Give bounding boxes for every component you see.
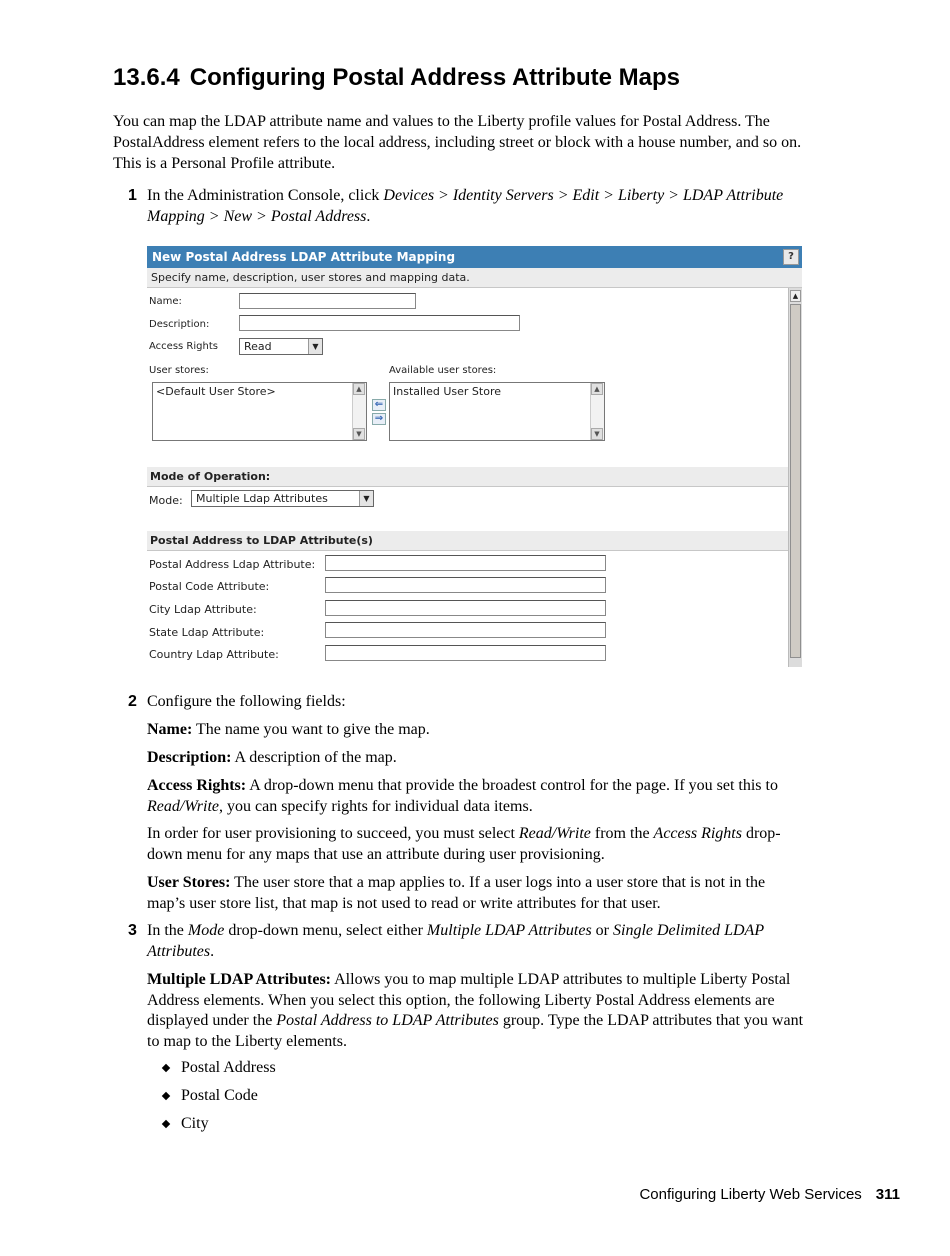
mode-select[interactable] — [191, 490, 374, 507]
postal-code-label: Postal Code Attribute: — [149, 580, 270, 593]
step-1-prefix: In the Administration Console, click — [147, 187, 384, 204]
mode-value: Multiple Ldap Attributes — [196, 492, 328, 505]
text: In the — [147, 922, 188, 939]
element-list — [163, 1058, 276, 1142]
term: Multiple LDAP Attributes: — [147, 971, 331, 988]
access-rights-value: Read — [244, 340, 272, 353]
text: or — [591, 922, 613, 939]
bullet-icon — [162, 1092, 170, 1100]
bullet-text: Postal Address — [181, 1059, 276, 1076]
definition: The name you want to give the map. — [192, 721, 430, 738]
step-number: 3 — [128, 922, 137, 939]
step-number: 2 — [128, 693, 137, 710]
scroll-down-icon[interactable]: ▼ — [591, 428, 603, 440]
move-left-button[interactable]: ⇐ — [372, 399, 386, 411]
description-label: Description: — [149, 319, 210, 330]
access-rights-select[interactable] — [239, 338, 323, 355]
list-item[interactable]: Installed User Store — [393, 385, 502, 398]
city-label: City Ldap Attribute: — [149, 603, 257, 616]
console-scrollbar[interactable] — [788, 288, 802, 667]
scroll-up-icon[interactable]: ▲ — [591, 383, 603, 395]
text: In order for user provisioning to succeed, you must select — [147, 825, 519, 842]
name-input[interactable] — [239, 293, 416, 309]
term: Name: — [147, 721, 193, 738]
term: Description: — [147, 749, 232, 766]
bullet-text: Postal Code — [181, 1087, 258, 1104]
definition: Allows you to map multiple LDAP attributes to multiple Liberty Postal Address elements. When you select this option, the following Liberty Postal Address elements are displayed under the — [147, 971, 791, 1029]
access-rights-label: Access Rights — [149, 341, 218, 352]
console-screenshot — [147, 246, 802, 667]
description-input[interactable] — [239, 315, 520, 331]
list-scrollbar[interactable] — [590, 383, 604, 440]
step-1 — [128, 186, 808, 227]
step-3 — [128, 921, 808, 962]
footer-title: Configuring Liberty Web Services — [639, 1186, 862, 1203]
bullet-icon — [162, 1120, 170, 1128]
emphasis: Access Rights — [653, 825, 742, 842]
step-1-suffix: . — [366, 207, 371, 225]
definition: The user store that a map applies to. If a user logs into a user store that is not in the map’s user store list, that map is not used to read or write attributes for that user. — [147, 874, 766, 912]
scroll-down-icon[interactable]: ▼ — [353, 428, 365, 440]
text: . — [210, 942, 215, 960]
emphasis: Read/Write — [147, 797, 219, 815]
definition: , you can specify rights for individual data items. — [218, 797, 533, 815]
emphasis: Single Delimited LDAP Attributes — [147, 922, 764, 960]
bullet-text: City — [181, 1115, 209, 1132]
step-2 — [128, 692, 808, 713]
list-item[interactable]: <Default User Store> — [156, 385, 276, 398]
available-stores-list[interactable] — [389, 382, 605, 441]
chevron-down-icon[interactable]: ▼ — [308, 339, 322, 354]
list-item — [163, 1058, 276, 1086]
def-access-rights — [147, 776, 807, 817]
def-multiple-ldap — [147, 970, 807, 1052]
step-text — [147, 921, 808, 962]
postal-address-label: Postal Address Ldap Attribute: — [149, 558, 316, 571]
mode-section-header: Mode of Operation: — [147, 467, 788, 487]
city-input[interactable] — [325, 600, 606, 616]
term: User Stores: — [147, 874, 231, 891]
definition: group. Type the LDAP attributes that you want to map to the Liberty elements. — [147, 1012, 804, 1050]
country-label: Country Ldap Attribute: — [149, 648, 279, 661]
provisioning-note — [147, 824, 807, 865]
state-label: State Ldap Attribute: — [149, 626, 265, 639]
intro-paragraph: You can map the LDAP attribute name and values to the Liberty profile values for Postal Address. The PostalAddress element refers to the local address, including street or block with a house number, and so on. This is a Personal Profile attribute. — [113, 113, 802, 172]
mapping-section-header: Postal Address to LDAP Attribute(s) — [147, 531, 788, 551]
def-description — [147, 748, 807, 769]
emphasis: Postal Address to LDAP Attributes — [276, 1012, 499, 1029]
emphasis: Read/Write — [518, 825, 591, 842]
move-right-button[interactable]: ⇒ — [372, 413, 386, 425]
section-number: 13.6.4 — [113, 64, 180, 91]
step-text: Configure the following fields: — [147, 693, 346, 710]
term: Access Rights: — [147, 777, 247, 794]
help-icon[interactable]: ? — [783, 249, 799, 265]
list-item — [163, 1086, 276, 1114]
scroll-up-icon[interactable]: ▲ — [353, 383, 365, 395]
definition: A drop-down menu that provide the broadest control for the page. If you set this to — [246, 777, 778, 794]
scroll-thumb[interactable] — [790, 304, 801, 658]
user-stores-list[interactable] — [152, 382, 367, 441]
console-title: New Postal Address LDAP Attribute Mapping — [147, 246, 802, 268]
console-subtitle: Specify name, description, user stores and mapping data. — [147, 268, 802, 288]
def-name — [147, 720, 807, 741]
definition: A description of the map. — [231, 749, 397, 766]
step-text — [147, 186, 808, 227]
postal-address-input[interactable] — [325, 555, 606, 571]
postal-code-input[interactable] — [325, 577, 606, 593]
text: from the — [590, 825, 654, 842]
emphasis: Multiple LDAP Attributes — [426, 922, 592, 939]
user-stores-label: User stores: — [149, 365, 209, 376]
name-label: Name: — [149, 296, 182, 307]
state-input[interactable] — [325, 622, 606, 638]
step-number: 1 — [128, 187, 137, 204]
console-path: Devices > Identity Servers > Edit > Liberty > LDAP Attribute Mapping > New > Postal Address — [147, 187, 784, 225]
scroll-up-icon[interactable]: ▲ — [790, 290, 801, 302]
page-number: 311 — [875, 1186, 900, 1203]
country-input[interactable] — [325, 645, 606, 661]
section-title: Configuring Postal Address Attribute Maps — [189, 64, 680, 91]
mode-label: Mode: — [149, 494, 183, 507]
def-user-stores — [147, 873, 807, 914]
text: drop-down menu for any maps that use an attribute during user provisioning. — [147, 825, 781, 863]
section-heading — [113, 64, 680, 92]
available-stores-label: Available user stores: — [389, 365, 497, 376]
chevron-down-icon[interactable]: ▼ — [359, 491, 373, 506]
page-footer — [639, 1186, 900, 1203]
emphasis: Mode — [187, 922, 225, 939]
list-scrollbar[interactable] — [352, 383, 366, 440]
bullet-icon — [162, 1064, 170, 1072]
text: drop-down menu, select either — [224, 922, 427, 939]
list-item — [163, 1114, 276, 1142]
